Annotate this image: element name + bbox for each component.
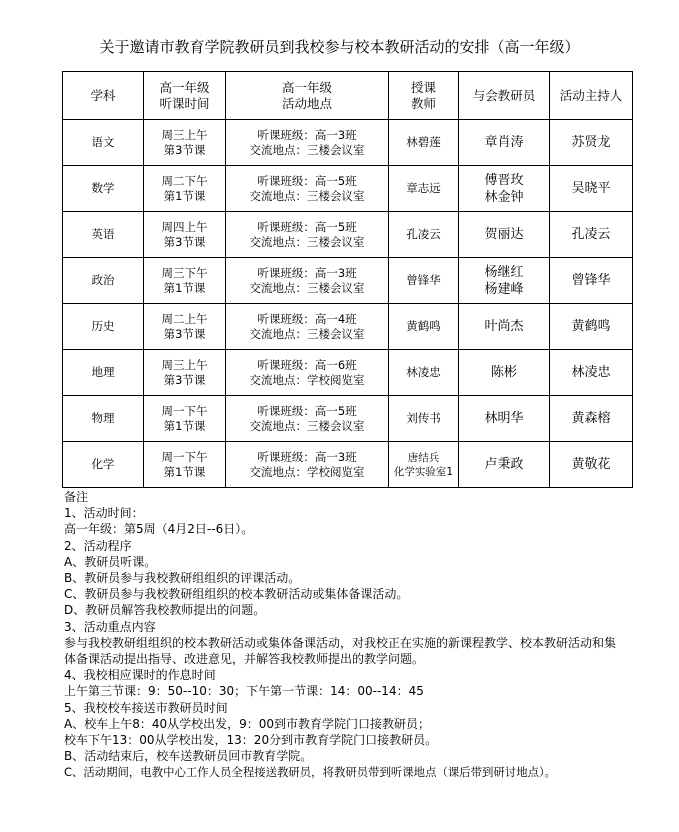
cell-subject: 历史 [63,304,144,350]
cell-subject: 英语 [63,212,144,258]
cell-place: 听课班级：高一3班 交流地点：学校阅览室 [226,442,389,488]
cell-place: 听课班级：高一5班 交流地点：三楼会议室 [226,396,389,442]
cell-place: 听课班级：高一4班 交流地点：三楼会议室 [226,304,389,350]
note-s2-d: D、教研员解答我校教师提出的问题。 [64,603,266,618]
header-researchers: 与会教研员 [459,72,550,120]
cell-researchers: 章肖涛 [459,120,550,166]
cell-time: 周三上午 第3节课 [144,120,226,166]
cell-host: 曾锋华 [550,258,633,304]
cell-subject: 政治 [63,258,144,304]
cell-researchers: 林明华 [459,396,550,442]
cell-researchers: 贺丽达 [459,212,550,258]
table-row [63,442,633,488]
cell-teacher: 黄鹤鸣 [389,304,459,350]
header-place: 高一年级 活动地点 [226,72,389,120]
cell-subject: 物理 [63,396,144,442]
cell-teacher: 林碧莲 [389,120,459,166]
cell-researchers: 傅晋玫 林金钟 [459,166,550,212]
notes-heading: 备注 [64,490,89,504]
table-row [63,350,633,396]
table-header-row [63,72,633,120]
note-s1-title: 1、活动时间： [64,506,144,521]
table-row [63,166,633,212]
cell-place: 听课班级：高一5班 交流地点：三楼会议室 [226,212,389,258]
cell-subject: 数学 [63,166,144,212]
cell-teacher: 唐结兵 化学实验室1 [389,442,459,488]
note-s2-a: A、教研员听课。 [64,554,157,569]
note-s5-a2: 校车下午13：00从学校出发，13：20分到市教育学院门口接教研员。 [64,733,438,748]
cell-teacher: 林凌忠 [389,350,459,396]
cell-subject: 化学 [63,442,144,488]
cell-place: 听课班级：高一6班 交流地点：学校阅览室 [226,350,389,396]
cell-host: 孔凌云 [550,212,633,258]
note-s2-c: C、教研员参与我校教研组组织的校本教研活动或集体备课活动。 [64,587,409,602]
note-s5-a: A、校车上午8：40从学校出发，9：00到市教育学院门口接教研员； [64,716,431,731]
header-subject: 学科 [63,72,144,120]
table-row [63,396,633,442]
note-s2-b: B、教研员参与我校教研组组织的评课活动。 [64,571,301,586]
cell-subject: 地理 [63,350,144,396]
schedule-table [62,71,633,488]
note-s2-title: 2、活动程序 [64,538,132,553]
table-row [63,304,633,350]
cell-time: 周三下午 第1节课 [144,258,226,304]
cell-teacher: 章志远 [389,166,459,212]
cell-researchers: 叶尚杰 [459,304,550,350]
cell-host: 黄敬花 [550,442,633,488]
cell-subject: 语文 [63,120,144,166]
cell-teacher: 刘传书 [389,396,459,442]
cell-researchers: 卢秉政 [459,442,550,488]
cell-researchers: 陈彬 [459,350,550,396]
cell-host: 苏贤龙 [550,120,633,166]
cell-time: 周二上午 第3节课 [144,304,226,350]
note-s5-title: 5、我校校车接送市教研员时间 [64,700,228,715]
table-row [63,120,633,166]
note-s4-title: 4、我校相应课时的作息时间 [64,668,216,683]
header-teacher: 授课 教师 [389,72,459,120]
notes-section [64,489,664,781]
cell-place: 听课班级：高一5班 交流地点：三楼会议室 [226,166,389,212]
note-s1-line: 高一年级：第5周（4月2日--6日）。 [64,522,254,537]
cell-teacher: 孔凌云 [389,212,459,258]
document-title: 关于邀请市教育学院教研员到我校参与校本教研活动的安排（高一年级） [99,38,580,56]
cell-time: 周一下午 第1节课 [144,442,226,488]
table-row [63,212,633,258]
cell-host: 吴晓平 [550,166,633,212]
cell-teacher: 曾锋华 [389,258,459,304]
cell-place: 听课班级：高一3班 交流地点：三楼会议室 [226,258,389,304]
cell-time: 周三上午 第3节课 [144,350,226,396]
cell-host: 黄鹤鸣 [550,304,633,350]
cell-host: 黄森榕 [550,396,633,442]
note-s3-text: 参与我校教研组组织的校本教研活动或集体备课活动，对我校正在实施的新课程教学、校本教研活动和集体备课活动提出指导、改进意见，并解答我校教师提出的教学问题。 [64,635,617,667]
note-s3-title: 3、活动重点内容 [64,619,156,634]
table-row [63,258,633,304]
cell-time: 周四上午 第3节课 [144,212,226,258]
cell-time: 周二下午 第1节课 [144,166,226,212]
note-s4-line: 上午第三节课：9：50--10：30；下午第一节课：14：00--14：45 [64,684,424,699]
cell-researchers: 杨继红 杨建峰 [459,258,550,304]
cell-place: 听课班级：高一3班 交流地点：三楼会议室 [226,120,389,166]
note-s5-c: C、活动期间，电教中心工作人员全程接送教研员，将教研员带到听课地点（课后带到研讨地点）。 [64,765,557,780]
note-s5-b: B、活动结束后，校车送教研员回市教育学院。 [64,749,313,764]
cell-host: 林凌忠 [550,350,633,396]
header-time: 高一年级 听课时间 [144,72,226,120]
cell-time: 周一下午 第1节课 [144,396,226,442]
header-host: 活动主持人 [550,72,633,120]
